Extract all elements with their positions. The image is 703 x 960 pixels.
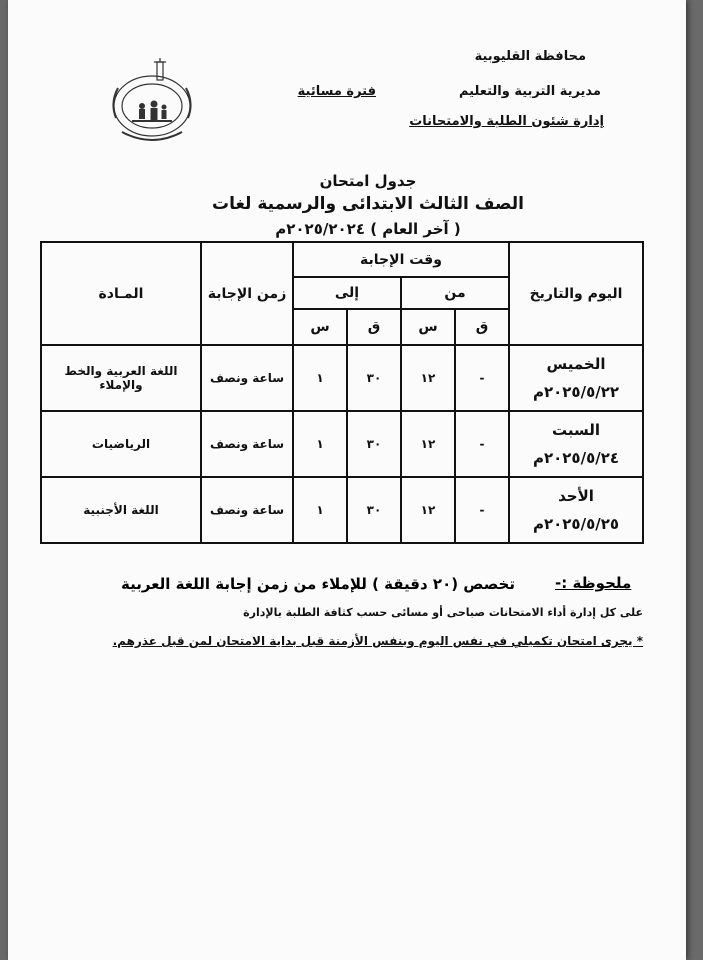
- administration-label: إدارة شئون الطلبة والامتحانات: [409, 114, 604, 129]
- from-hours: ١٢: [401, 345, 455, 411]
- header-to-minutes: ق: [347, 309, 401, 345]
- day-name: الخميس: [546, 355, 606, 373]
- grade-title: الصف الثالث الابتدائى والرسمية لغات: [212, 194, 524, 214]
- header-from-hours: س: [401, 309, 455, 345]
- to-minutes: ٣٠: [347, 345, 401, 411]
- day-date-cell: [509, 411, 643, 477]
- header-answer-time: وقت الإجابة: [293, 242, 509, 277]
- day-name: السبت: [551, 421, 601, 439]
- note-line-1: على كل إدارة أداء الامتحانات صباحى أو مسائى حسب كثافة الطلبة بالإدارة: [243, 606, 643, 619]
- header-from: من: [401, 277, 509, 309]
- subject: الرياضيات: [41, 411, 201, 477]
- term-title: ( آخر العام ) ٢٠٢٥/٢٠٢٤م: [275, 220, 461, 238]
- directorate-label: مديرية التربية والتعليم: [458, 84, 601, 99]
- day-date-cell: [509, 477, 643, 543]
- duration: ساعة ونصف: [201, 411, 293, 477]
- period-label: فترة مسائية: [297, 84, 376, 99]
- to-hours: ١: [293, 411, 347, 477]
- note-main: تخصص (٢٠ دقيقة ) للإملاء من زمن إجابة اللغة العربية: [120, 575, 515, 593]
- table-row: [41, 477, 643, 543]
- to-hours: ١: [293, 345, 347, 411]
- from-hours: ١٢: [401, 411, 455, 477]
- note-line-2: * يجرى امتحان تكميلي في نفس اليوم وبنفس الأزمنة قبل بداية الامتحان لمن قبل عذرهم.: [112, 634, 643, 648]
- subject: اللغة العربية والخط والإملاء: [41, 345, 201, 411]
- to-hours: ١: [293, 477, 347, 543]
- duration: ساعة ونصف: [201, 345, 293, 411]
- header-subject: المـادة: [41, 242, 201, 345]
- from-minutes: -: [455, 345, 509, 411]
- header-duration: زمن الإجابة: [201, 242, 293, 345]
- exam-date: ٢٠٢٥/٥/٢٤م: [532, 449, 620, 467]
- governorate-label: محافظة القليوبية: [474, 49, 586, 64]
- header-from-minutes: ق: [455, 309, 509, 345]
- header-day-date: اليوم والتاريخ: [509, 242, 643, 345]
- exam-schedule-table: [40, 241, 644, 544]
- from-minutes: -: [455, 411, 509, 477]
- from-hours: ١٢: [401, 477, 455, 543]
- ministry-seal-logo: [102, 58, 202, 146]
- to-minutes: ٣٠: [347, 411, 401, 477]
- note-label: ملحوظة :-: [555, 574, 632, 592]
- schedule-title: جدول امتحان: [319, 172, 417, 190]
- table-row: [41, 411, 643, 477]
- header-to: إلى: [293, 277, 401, 309]
- header-to-hours: س: [293, 309, 347, 345]
- to-minutes: ٣٠: [347, 477, 401, 543]
- table-row: [41, 345, 643, 411]
- exam-date: ٢٠٢٥/٥/٢٢م: [532, 383, 620, 401]
- duration: ساعة ونصف: [201, 477, 293, 543]
- from-minutes: -: [455, 477, 509, 543]
- exam-date: ٢٠٢٥/٥/٢٥م: [532, 515, 620, 533]
- day-name: الأحد: [558, 487, 594, 505]
- day-date-cell: [509, 345, 643, 411]
- subject: اللغة الأجنبية: [41, 477, 201, 543]
